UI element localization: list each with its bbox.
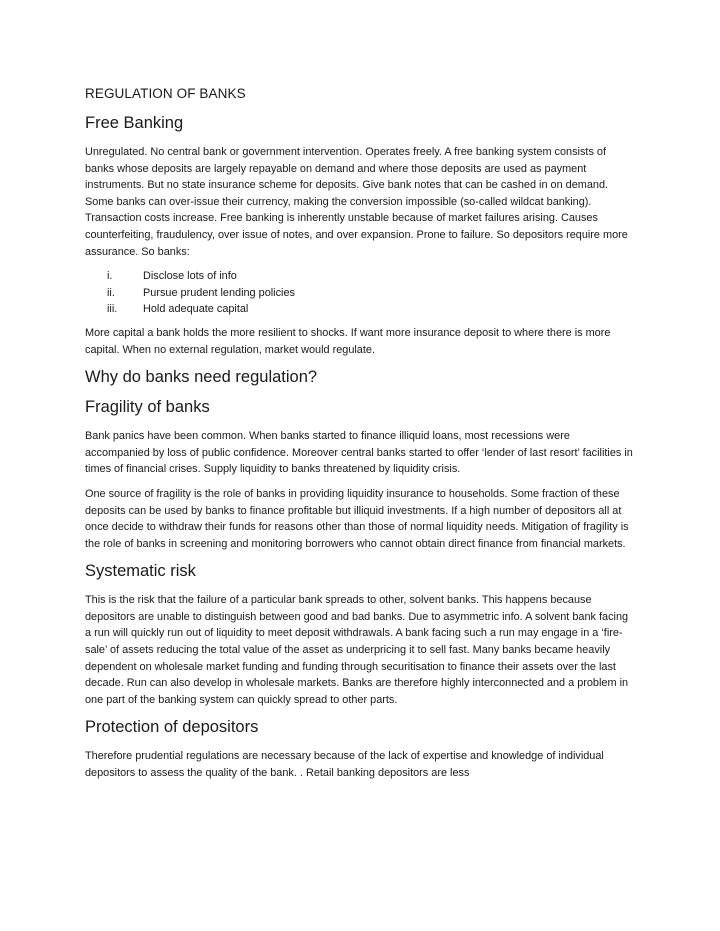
numbered-list	[85, 268, 636, 318]
section-fragility	[85, 398, 636, 552]
list-text: Hold adequate capital	[143, 303, 249, 316]
section-heading: Free Banking	[85, 114, 184, 132]
list-item	[85, 268, 636, 285]
section-protection-depositors	[85, 718, 636, 781]
section-systematic-risk	[85, 562, 636, 708]
paragraph: One source of fragility is the role of banks in providing liquidity insurance to households. Some fraction of these deposits can be used by banks to finance profitable but illiquid investments. If a high number of depositors all at once decide to withdraw their funds for reasons other than those of normal liquidity needs. Mitigation of fragility is the role of banks in screening and monitoring borrowers who cannot obtain direct finance from financial markets.	[85, 487, 629, 550]
list-number: ii.	[107, 286, 115, 299]
list-number: i.	[107, 270, 113, 283]
list-text: Pursue prudent lending policies	[143, 286, 295, 299]
section-heading: Why do banks need regulation?	[85, 368, 318, 387]
document-title: REGULATION OF BANKS	[85, 86, 246, 101]
list-item	[85, 301, 636, 318]
section-free-banking	[85, 114, 636, 358]
paragraph: More capital a bank holds the more resilient to shocks. If want more insurance deposit to where there is more capital. When no external regulation, market would regulate.	[85, 326, 611, 356]
section-why-regulation	[85, 368, 636, 387]
section-heading: Protection of depositors	[85, 718, 259, 737]
list-item	[85, 285, 636, 302]
section-heading: Systematic risk	[85, 562, 196, 581]
paragraph: Unregulated. No central bank or government intervention. Operates freely. A free banking system consists of banks whose deposits are largely repayable on demand and where those deposits are used as payment instruments. But no state insurance scheme for deposits. Give bank notes that can be cashed in on demand. Some banks can over-issue their currency, making the conversion impossible (so-called wildcat banking). Transaction costs increase. Free banking is inherently unstable because of market failures arising. Causes counterfeiting, fraudulency, over issue of notes, and over expansion. Prone to failure. So depositors require more assurance. So banks:	[85, 146, 628, 258]
paragraph: Therefore prudential regulations are necessary because of the lack of expertise and knowledge of individual depositors to assess the quality of the bank. . Retail banking depositors are less	[85, 750, 604, 780]
list-number: iii.	[107, 303, 118, 316]
paragraph: This is the risk that the failure of a particular bank spreads to other, solvent banks. This happens because depositors are unable to distinguish between good and bad banks. Due to asymmetric info. A solvent bank facing a run will quickly run out of liquidity to meet deposit withdrawals. A bank facing such a run may engage in a ‘fire-sale’ of assets reducing the total value of the asset as underpricing it to sell fast. Many banks became heavily dependent on wholesale market funding and funding through securitisation to finance their assets over the last decade. Run can also develop in wholesale markets. Banks are therefore highly interconnected and a problem in one part of the banking system can quickly spread to other parts.	[85, 594, 629, 706]
list-text: Disclose lots of info	[143, 270, 237, 283]
paragraph: Bank panics have been common. When banks started to finance illiquid loans, most recessions were accompanied by loss of public confidence. Moreover central banks started to offer ‘lender of last resort’ facilities in times of financial crises. Supply liquidity to banks threatened by liquidity crisis.	[85, 430, 633, 476]
section-heading: Fragility of banks	[85, 398, 210, 417]
